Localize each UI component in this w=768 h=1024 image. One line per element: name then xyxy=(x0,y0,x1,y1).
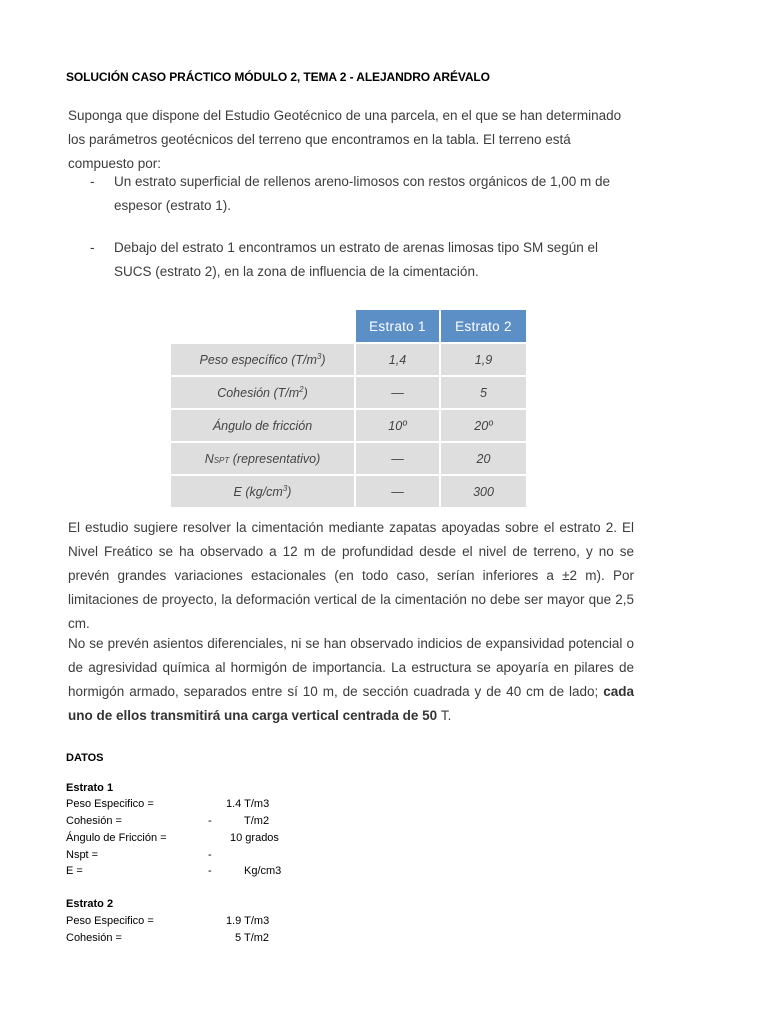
page-title: SOLUCIÓN CASO PRÁCTICO MÓDULO 2, TEMA 2 - ALEJANDRO ARÉVALO xyxy=(66,70,490,84)
cell-estrato-2: 20 xyxy=(440,442,527,475)
cell-estrato-2: 1,9 xyxy=(440,343,527,376)
table-row xyxy=(170,343,527,376)
geotechnical-parameters-table xyxy=(169,308,528,509)
cell-estrato-2: 5 xyxy=(440,376,527,409)
cell-estrato-1: — xyxy=(355,475,440,508)
cell-estrato-1: 1,4 xyxy=(355,343,440,376)
row-label: E $(kg/cm^3)$ xyxy=(170,475,355,508)
estrato-1-heading: Estrato 1 xyxy=(66,782,114,794)
table-row xyxy=(170,376,527,409)
intro-paragraph: Suponga que dispone del Estudio Geotécnico de una parcela, en el que se han determinado los parámetros geotécnicos del terreno que encontramos en la tabla. El terreno está compuesto por: xyxy=(68,108,622,171)
data-row: Peso Especifico = 1.9 T/m3 xyxy=(66,915,270,927)
data-row: Ángulo de Fricción = 10 grados xyxy=(66,832,279,844)
data-row: Nspt = - xyxy=(66,849,212,861)
column-header-estrato-1: Estrato 1 xyxy=(355,309,440,343)
table-row xyxy=(170,409,527,442)
data-row: Peso Especifico = 1.4 T/m3 xyxy=(66,798,270,810)
list-item xyxy=(90,170,634,218)
cell-estrato-1: — xyxy=(355,376,440,409)
data-row: Cohesión = - T/m2 xyxy=(66,815,270,827)
row-label: NSPT (representativo) xyxy=(170,442,355,475)
table-corner xyxy=(170,309,355,343)
column-header-estrato-2: Estrato 2 xyxy=(440,309,527,343)
data-row: E = - Kg/cm3 xyxy=(66,865,282,877)
bullet-dash: - xyxy=(90,240,95,255)
structure-paragraph: No se prevén asientos diferenciales, ni se han observado indicios de expansividad potencial o de agresividad química al hormigón de importancia. La estructura se apoyaría en pilares de hormigón armado, separados entre sí 10 m, de sección cuadrada y de 40 cm de lado; cada uno de ellos transmitirá una carga vertical centrada de 50 T. xyxy=(68,636,634,723)
datos-heading: DATOS xyxy=(66,752,104,764)
list-item-text: Un estrato superficial de rellenos areno-limosos con restos orgánicos de 1,00 m de espesor (estrato 1). xyxy=(114,174,611,213)
table-row xyxy=(170,442,527,475)
estrato-2-heading: Estrato 2 xyxy=(66,898,114,910)
row-label: Peso específico $(T/m^3)$ xyxy=(170,343,355,376)
data-row: Cohesión = 5 T/m2 xyxy=(66,932,270,944)
bullet-dash: - xyxy=(90,174,95,189)
row-label: Cohesión $(T/m^2)$ xyxy=(170,376,355,409)
list-item-text: Debajo del estrato 1 encontramos un estrato de arenas limosas tipo SM según el SUCS (estrato 2), en la zona de influencia de la cimentación. xyxy=(114,240,599,279)
cell-estrato-2: 300 xyxy=(440,475,527,508)
row-label: Ángulo de fricción xyxy=(170,409,355,442)
foundation-paragraph: El estudio sugiere resolver la cimentación mediante zapatas apoyadas sobre el estrato 2. El Nivel Freático se ha observado a 12 m de profundidad desde el nivel de terreno, y no se prevén grandes variaciones estacionales (en todo caso, serían inferiores a ±2 m). Por limitaciones de proyecto, la deformación vertical de la cimentación no debe ser mayor que 2,5 cm. xyxy=(68,520,634,631)
list-item xyxy=(90,236,634,284)
cell-estrato-1: 10º xyxy=(355,409,440,442)
table-row xyxy=(170,475,527,508)
cell-estrato-2: 20º xyxy=(440,409,527,442)
strata-list xyxy=(90,170,634,302)
cell-estrato-1: — xyxy=(355,442,440,475)
